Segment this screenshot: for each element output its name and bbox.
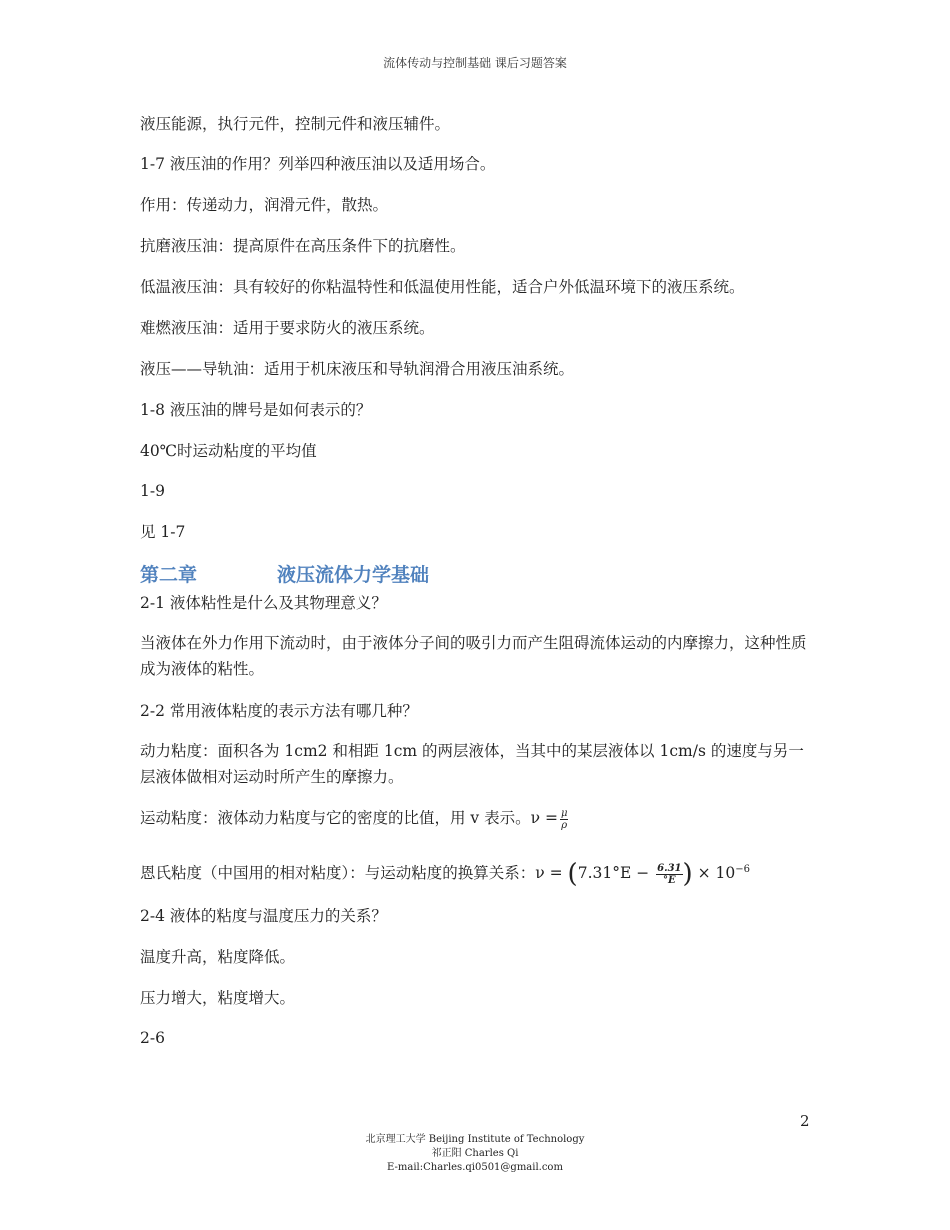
body-line: 温度升高，粘度降低。 xyxy=(140,948,296,966)
body-line: 难燃液压油：适用于要求防火的液压系统。 xyxy=(140,319,435,337)
page-footer xyxy=(0,1133,950,1175)
question-2-4: 2-4 液体的粘度与温度压力的关系？ xyxy=(140,907,387,925)
footer-institution: 北京理工大学 Beijing Institute of Technology xyxy=(365,1134,585,1145)
chapter-title: 液压流体力学基础 xyxy=(277,564,430,586)
page-number: 2 xyxy=(800,1112,810,1130)
page-header: 流体传动与控制基础 课后习题答案 xyxy=(383,56,567,70)
question-1-9: 1-9 xyxy=(140,482,165,500)
body-line: 压力增大，粘度增大。 xyxy=(140,989,296,1007)
body-line: 液压——导轨油：适用于机床液压和导轨润滑合用液压油系统。 xyxy=(140,360,575,378)
question-2-2: 2-2 常用液体粘度的表示方法有哪几种？ xyxy=(140,702,418,720)
chapter-heading xyxy=(140,560,429,587)
body-line: 见 1-7 xyxy=(140,523,186,541)
kinematic-formula: ν = $\frac{\mu}{\rho}$ xyxy=(530,807,568,831)
body-paragraph: 当液体在外力作用下流动时，由于液体分子间的吸引力而产生阻碍流体运动的内摩擦力，这种性质成为液体的粘性。 xyxy=(140,634,807,678)
engler-viscosity-line xyxy=(140,857,820,890)
question-2-1: 2-1 液体粘性是什么及其物理意义？ xyxy=(140,594,387,612)
kinematic-text: 运动粘度：液体动力粘度与它的密度的比值，用 v 表示。 xyxy=(140,809,531,827)
question-1-8: 1-8 液压油的牌号是如何表示的？ xyxy=(140,401,372,419)
question-1-7: 1-7 液压油的作用？列举四种液压油以及适用场合。 xyxy=(140,155,496,173)
body-line: 液压能源，执行元件，控制元件和液压辅件。 xyxy=(140,115,451,133)
body-line: 低温液压油：具有较好的你粘温特性和低温使用性能，适合户外低温环境下的液压系统。 xyxy=(140,278,745,296)
chapter-number: 第二章 xyxy=(140,564,198,586)
engler-text: 恩氏粘度（中国用的相对粘度）：与运动粘度的换算关系： xyxy=(140,864,536,883)
footer-author: 祁正阳 Charles Qi xyxy=(431,1148,519,1159)
footer-email: E-mail:Charles.qi0501@gmail.com xyxy=(387,1162,563,1173)
kinematic-viscosity-line xyxy=(140,805,820,831)
body-paragraph: 动力粘度：面积各为 1cm2 和相距 1cm 的两层液体，当其中的某层液体以 1cm/s 的速度与另一层液体做相对运动时所产生的摩擦力。 xyxy=(140,742,804,786)
body-line: 作用：传递动力，润滑元件，散热。 xyxy=(140,196,389,214)
question-2-6: 2-6 xyxy=(140,1029,165,1047)
body-line: 抗磨液压油：提高原件在高压条件下的抗磨性。 xyxy=(140,237,466,255)
body-line: 40℃时运动粘度的平均值 xyxy=(140,442,317,460)
engler-formula: ν = (7.31°E − $\frac{6.31}{^\circ E}$ ) × $10^{-6}$ xyxy=(535,859,750,890)
